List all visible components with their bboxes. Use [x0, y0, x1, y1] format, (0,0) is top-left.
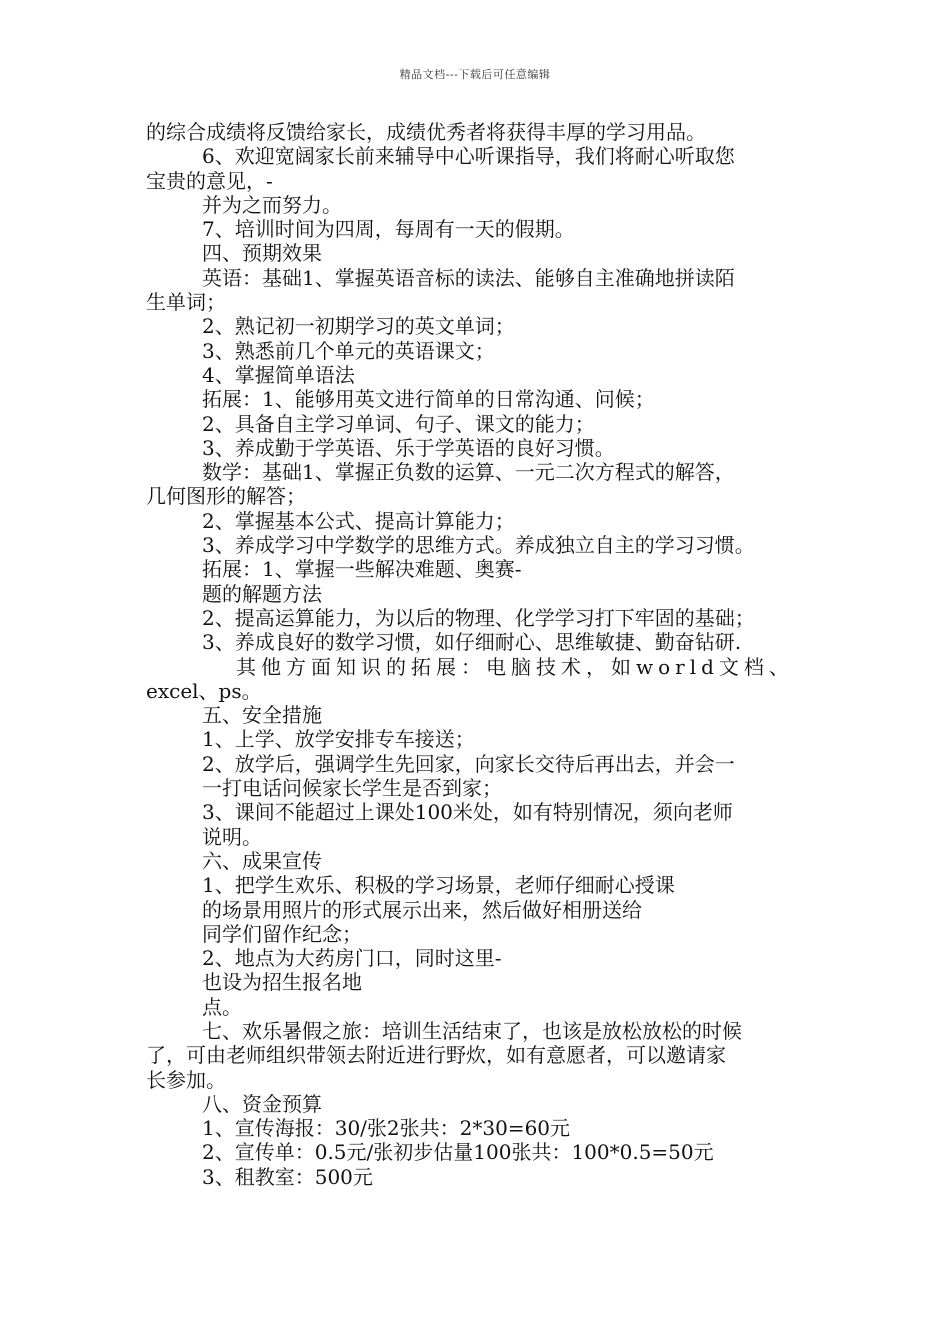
text-line: 英语：基础1、掌握英语音标的读法、能够自主准确地拼读陌: [202, 265, 735, 290]
text-line: 6、欢迎宽阔家长前来辅导中心听课指导，我们将耐心听取您: [202, 144, 735, 169]
text-line: 七、欢乐暑假之旅：培训生活结束了，也该是放松放松的时候: [202, 1018, 742, 1043]
text-line: 数学：基础1、掌握正负数的运算、一元二次方程式的解答，: [202, 460, 735, 485]
text-line: 四、预期效果: [202, 241, 322, 266]
document-body: [146, 120, 806, 1189]
text-line: 长参加。: [146, 1067, 226, 1092]
text-line: 并为之而努力。: [202, 192, 342, 217]
text-line: 一打电话问候家长学生是否到家；: [202, 776, 502, 801]
text-line: 2、宣传单：0.5元/张初步估量100张共：100*0.5=50元: [202, 1140, 714, 1165]
text-line: 五、安全措施: [202, 703, 322, 728]
text-line: 同学们留作纪念；: [202, 921, 362, 946]
text-line: 1、宣传海报：30/张2张共：2*30=60元: [202, 1116, 571, 1141]
text-line: 2、地点为大药房门口，同时这里-: [202, 946, 502, 971]
text-line: 3、养成勤于学英语、乐于学英语的良好习惯。: [202, 435, 615, 460]
text-line: 2、提高运算能力，为以后的物理、化学学习打下牢固的基础；: [202, 605, 755, 630]
text-line: 的场景用照片的形式展示出来，然后做好相册送给: [202, 897, 642, 922]
text-line: 2、放学后，强调学生先回家，向家长交待后再出去，并会一: [202, 751, 735, 776]
text-line: 宝贵的意见，-: [146, 168, 273, 193]
text-line: 八、资金预算: [202, 1091, 322, 1116]
text-line: 其他方面知识的拓展：电脑技术，如world文档、: [236, 654, 794, 679]
text-line: 7、培训时间为四周，每周有一天的假期。: [202, 217, 575, 242]
text-line: 3、养成良好的数学习惯，如仔细耐心、思维敏捷、勤奋钻研.: [202, 630, 742, 655]
text-line: 了，可由老师组织带领去附近进行野炊，如有意愿者，可以邀请家: [146, 1043, 726, 1068]
text-line: 4、掌握简单语法: [202, 362, 355, 387]
text-line: 2、熟记初一初期学习的英文单词；: [202, 314, 515, 339]
text-line: 2、掌握基本公式、提高计算能力；: [202, 508, 515, 533]
text-line: 拓展：1、能够用英文进行简单的日常沟通、问候；: [202, 387, 655, 412]
text-line: 1、把学生欢乐、积极的学习场景，老师仔细耐心授课: [202, 873, 675, 898]
text-line: 几何图形的解答；: [146, 484, 306, 509]
text-line: excel、ps。: [146, 678, 262, 703]
text-line: 3、课间不能超过上课处100米处，如有特别情况，须向老师: [202, 800, 733, 825]
text-line: 1、上学、放学安排专车接送；: [202, 727, 475, 752]
text-line: 3、熟悉前几个单元的英语课文；: [202, 338, 495, 363]
text-line: 的综合成绩将反馈给家长，成绩优秀者将获得丰厚的学习用品。: [146, 120, 706, 144]
text-line: 3、租教室：500元: [202, 1164, 373, 1189]
text-line: 点。: [202, 994, 242, 1019]
text-line: 2、具备自主学习单词、句子、课文的能力；: [202, 411, 595, 436]
text-line: 六、成果宣传: [202, 848, 322, 873]
text-line: 3、养成学习中学数学的思维方式。养成独立自主的学习习惯。: [202, 533, 755, 558]
text-line: 生单词；: [146, 290, 226, 315]
text-line: 也设为招生报名地: [202, 970, 362, 995]
page-header: 精品文档---下载后可任意编辑: [399, 68, 551, 81]
text-line: 拓展：1、掌握一些解决难题、奥赛-: [202, 557, 522, 582]
text-line: 说明。: [202, 824, 262, 849]
text-line: 题的解题方法: [202, 581, 322, 606]
